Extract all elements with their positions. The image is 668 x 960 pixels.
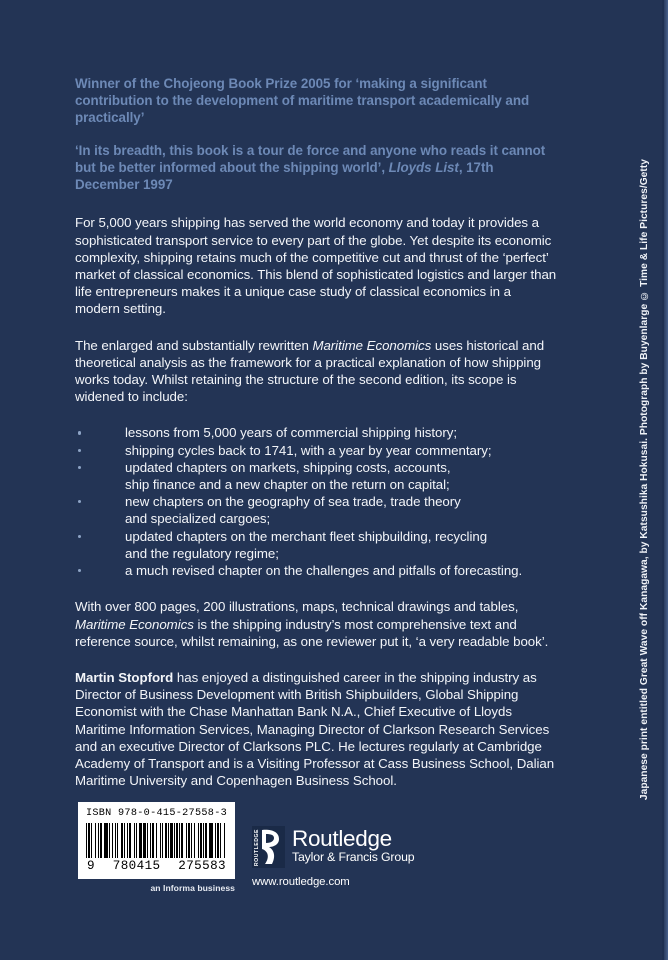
barcode-bars: [86, 823, 227, 858]
book-title-italic: Maritime Economics: [312, 337, 432, 353]
page-edge-strip: [664, 0, 668, 960]
blurb-content: [75, 76, 559, 789]
paragraph-author-bio: [75, 669, 559, 789]
review-quote-lloyds-text: ‘In its breadth, this book is a tour de force and anyone who reads it cannot but be better informed about the shipping world’,: [75, 142, 546, 175]
publisher-wordmark: [292, 826, 414, 864]
list-item: [75, 442, 559, 459]
routledge-mark-vertical-label: ROUTLEDGE: [254, 829, 260, 867]
isbn-label: ISBN 978-0-415-27558-3: [85, 808, 228, 819]
review-quote-prize-text: Winner of the Chojeong Book Prize 2005 for ‘making a significant contribution to the development of maritime transport academically and practically’: [75, 76, 530, 125]
barcode-digit-group-1: 9: [87, 859, 95, 873]
photo-credit: [633, 0, 655, 960]
author-name: Martin Stopford: [75, 669, 174, 685]
barcode-digits: [85, 859, 228, 873]
bullet-dot-icon: [78, 449, 81, 452]
list-item-line1: a much revised chapter on the challenges and pitfalls of forecasting.: [125, 563, 523, 579]
imprint-note: an Informa business: [150, 883, 235, 893]
bullet-dot-icon: [78, 569, 81, 572]
list-item-line1: lessons from 5,000 years of commercial shipping history;: [125, 425, 457, 441]
barcode-box: [78, 802, 235, 879]
list-item: [75, 562, 559, 579]
barcode-digit-group-3: 275583: [178, 859, 226, 873]
list-item-line1: updated chapters on markets, shipping costs, accounts,: [125, 459, 451, 475]
list-item-line2: and specialized cargoes;: [125, 511, 271, 527]
list-item: [75, 424, 559, 441]
paragraph-summary: [75, 598, 559, 650]
paragraph-edition-lead: The enlarged and substantially rewritten: [75, 337, 313, 353]
routledge-r-mark-icon: [252, 826, 285, 868]
publisher-subtitle: Taylor & Francis Group: [292, 850, 415, 864]
bullet-dot-icon: [78, 466, 81, 469]
list-item-line2: and the regulatory regime;: [125, 545, 279, 561]
paragraph-edition: [75, 337, 559, 406]
publisher-logo[interactable]: [252, 826, 414, 888]
list-item: [75, 459, 559, 493]
paragraph-intro-text: For 5,000 years shipping has served the world economy and today it provides a sophisticated transport service to every part of the globe. Yet despite its economic complexity, shipping retains much of the competitive cut and thrust of the ‘perfect’ market of classical economics. This blend of sophisticated logistics and larger than life entrepreneurs makes it a unique case study of classical economics in a modern setting.: [75, 215, 557, 317]
publisher-name: Routledge: [292, 826, 392, 851]
routledge-r-glyph-icon: [259, 828, 283, 866]
list-item-line2: ship finance and a new chapter on the return on capital;: [125, 477, 450, 493]
list-item-line1: new chapters on the geography of sea trade, trade theory: [125, 494, 461, 510]
publisher-url[interactable]: www.routledge.com: [252, 876, 350, 888]
barcode-digit-group-2: 780415: [112, 859, 161, 873]
list-item-line1: updated chapters on the merchant fleet shipbuilding, recycling: [125, 528, 488, 544]
list-item: [75, 528, 559, 562]
review-quote-lloyds-date: , 17th December 1997: [75, 159, 494, 192]
review-quote-lloyds: [75, 143, 559, 194]
bullet-dot-icon: [78, 431, 81, 434]
review-quote-prize: [75, 76, 559, 127]
list-item: [75, 493, 559, 527]
author-bio-text: has enjoyed a distinguished career in the shipping industry as Director of Business Development with British Shipbuilders, Global Shipping Economist with the Chase Manhattan Bank N.A., Chief Executive of Lloyds Maritime Information Services, Managing Director of Clarkson Research Services and an executive Director of Clarksons PLC. He lectures regularly at Cambridge Academy of Transport and is a Visiting Professor at Cass Business School, Dalian Maritime University and Copenhagen Business School.: [75, 669, 555, 789]
bullet-dot-icon: [78, 535, 81, 538]
publisher-logo-row: [252, 826, 414, 868]
photo-credit-text: Japanese print entitled Great Wave off Kanagawa, by Katsushika Hokusai. Photograph by Buyenlarge © Time & Life Pictures/Getty: [638, 159, 650, 801]
feature-list: [75, 424, 559, 579]
isbn-barcode-block: [78, 802, 235, 893]
review-quote-lloyds-source: Lloyds List: [388, 159, 459, 175]
list-item-line1: shipping cycles back to 1741, with a year by year commentary;: [125, 442, 492, 458]
paragraph-intro: [75, 214, 559, 317]
bullet-dot-icon: [78, 500, 81, 503]
paragraph-edition-rest: uses historical and theoretical analysis as the framework for a practical explanation of how shipping works today. Whilst retaining the structure of the second edition, its scope is widened to include:: [75, 337, 545, 405]
book-title-italic: Maritime Economics: [75, 616, 194, 632]
paragraph-summary-lead: With over 800 pages, 200 illustrations, maps, technical drawings and tables,: [75, 599, 519, 615]
paragraph-summary-rest: is the shipping industry’s most comprehensive text and reference source, whilst remaining, as one reviewer put it, ‘a very readable book’.: [75, 616, 549, 649]
